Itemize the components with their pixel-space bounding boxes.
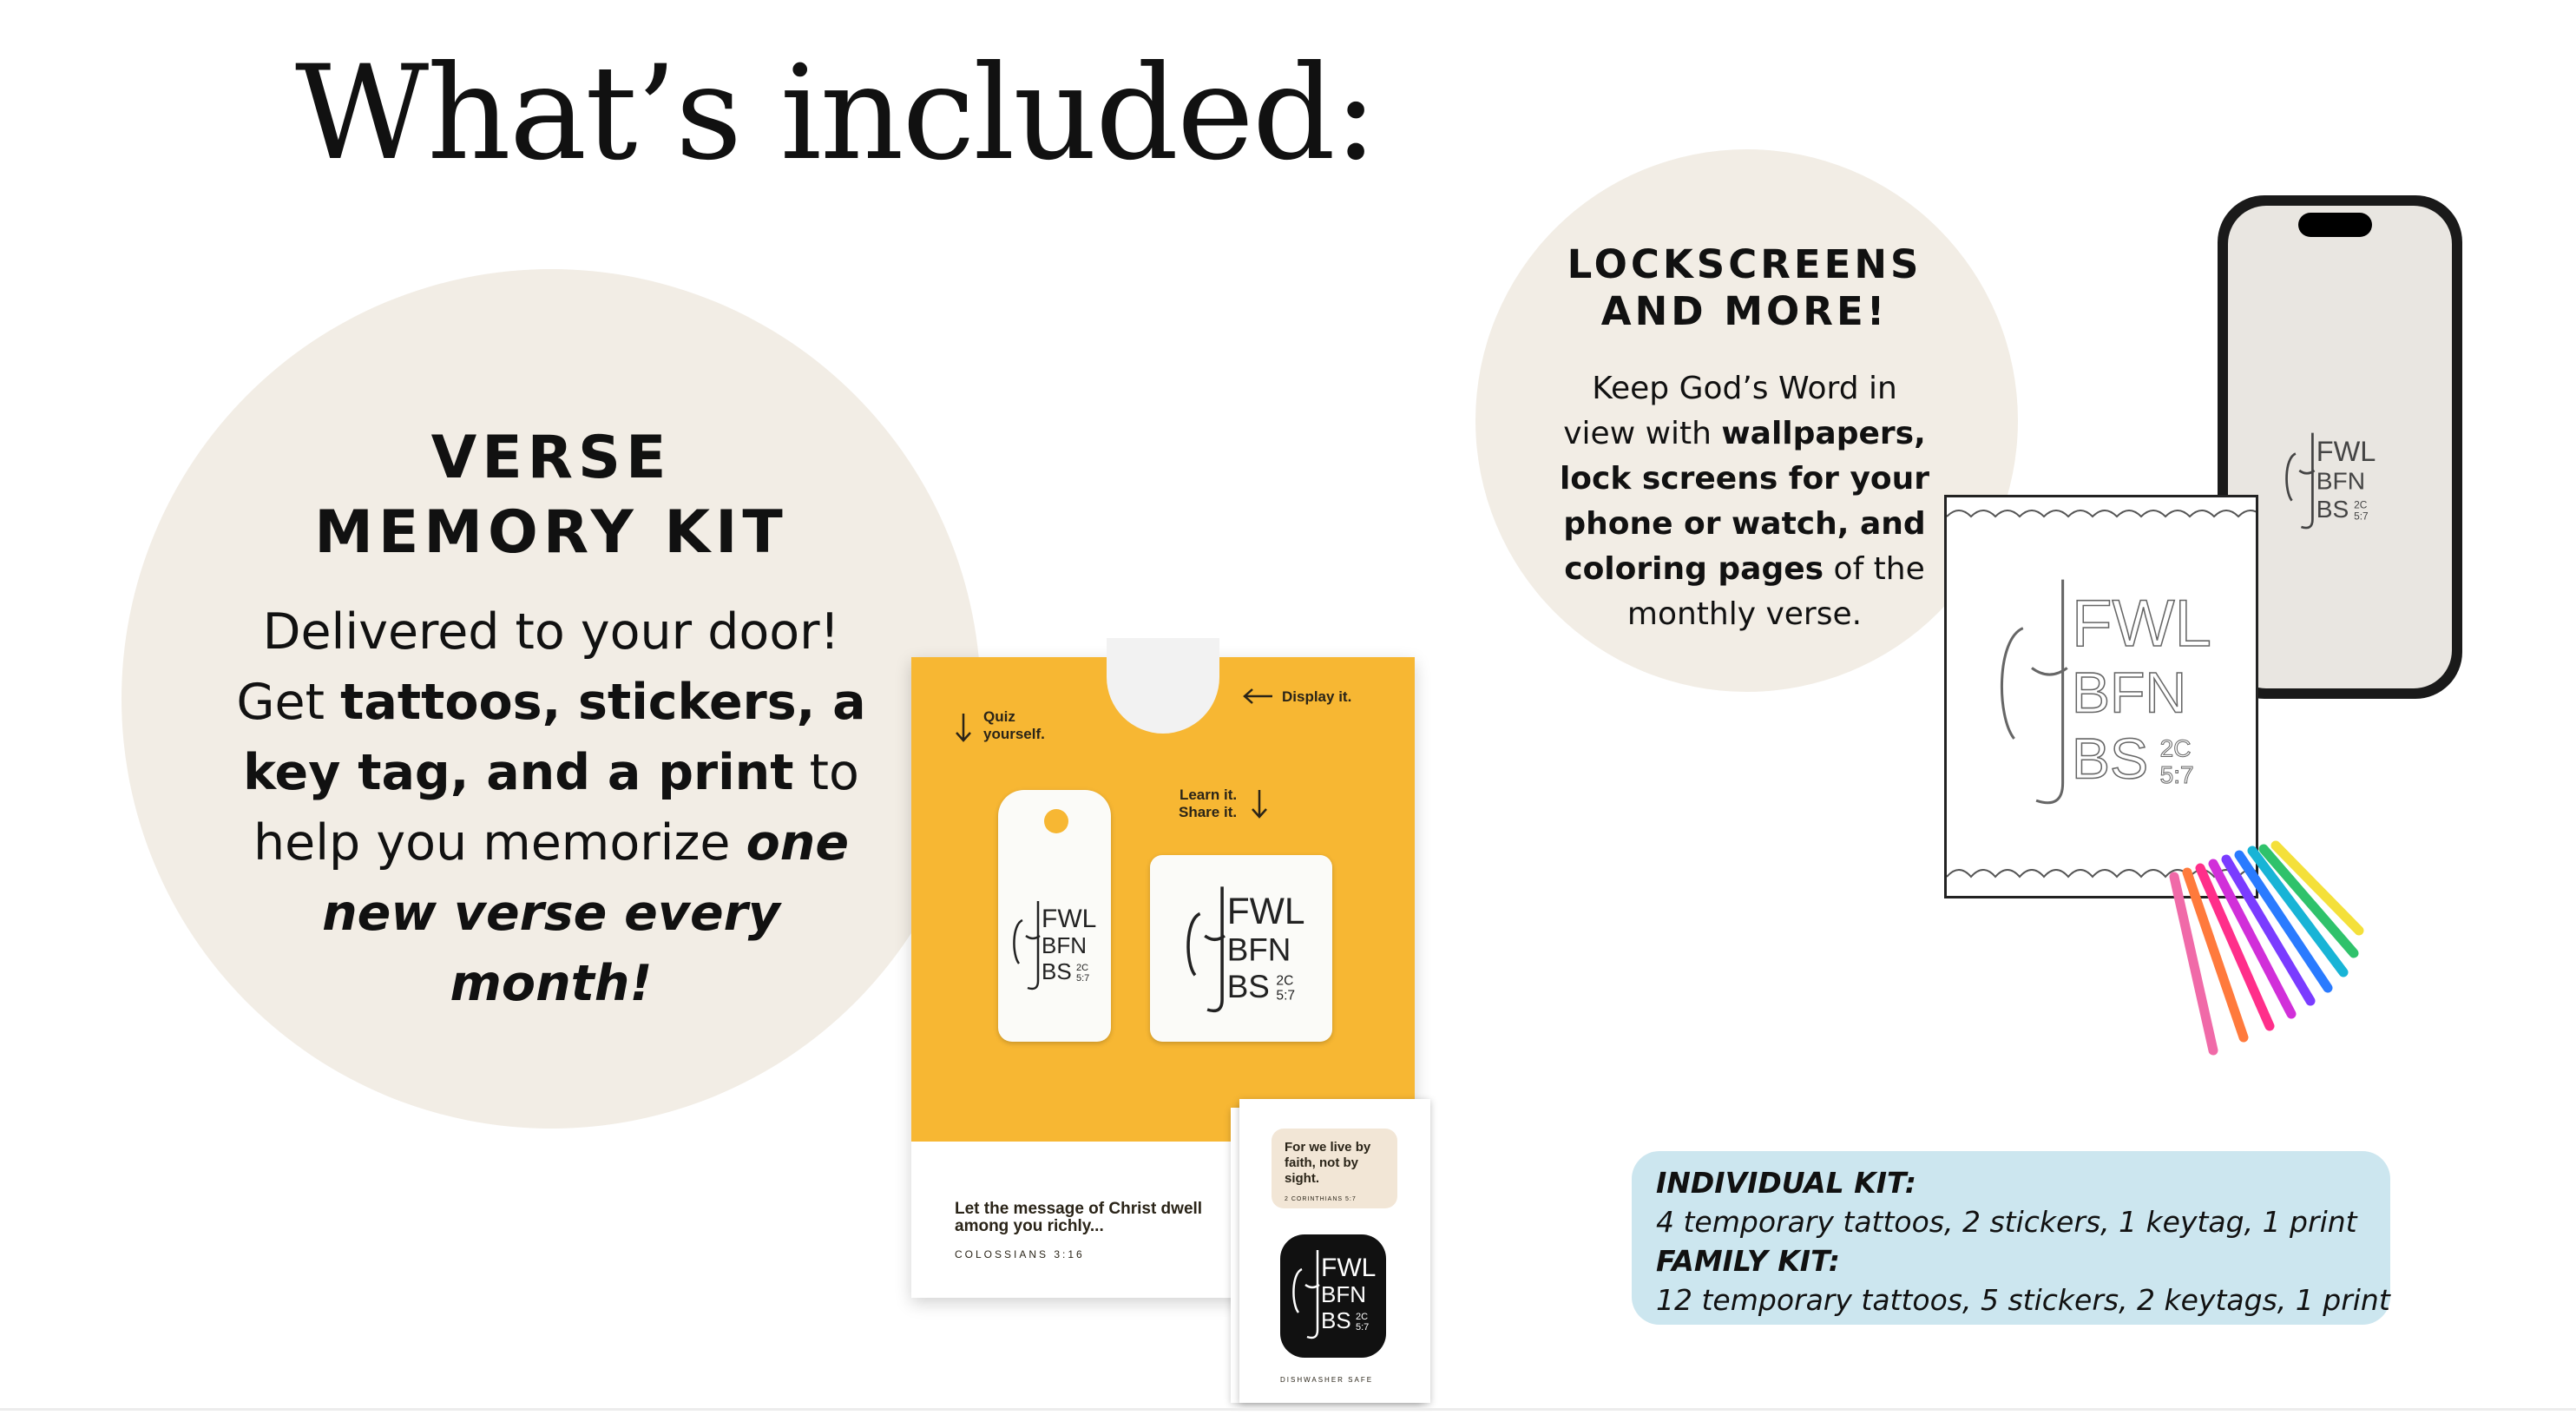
arrow-down-icon	[950, 710, 976, 745]
faith-sticker-text: For we live by faith, not by sight.	[1285, 1140, 1371, 1186]
lockscreens-bold: lock screens for your	[1559, 461, 1930, 497]
logo-ref: 2C	[1276, 973, 1294, 989]
sticker-footer: DISHWASHER SAFE	[1280, 1376, 1374, 1384]
verse-kit-description	[208, 597, 894, 1019]
logo-icon	[1286, 1243, 1382, 1347]
verse-kit-heading	[217, 421, 885, 570]
logo-row: FWL	[1226, 891, 1305, 932]
logo-ref: 2C	[1076, 963, 1089, 973]
markers	[2161, 833, 2378, 1068]
verse-kit-text: Delivered to your door!	[262, 603, 840, 661]
logo-icon	[1172, 877, 1319, 1024]
logo-row: BS	[1226, 968, 1270, 1004]
kit-quiz-line: yourself.	[983, 726, 1045, 742]
logo-row: FWL	[1042, 905, 1097, 933]
logo-ref: 5:7	[2354, 510, 2369, 523]
individual-kit-contents: 4 temporary tattoos, 2 stickers, 1 keytag, 1 print	[1656, 1205, 2357, 1239]
logo-row: BS	[1321, 1307, 1351, 1333]
individual-kit-label: INDIVIDUAL KIT:	[1656, 1166, 1916, 1200]
logo-ref: 2C	[2354, 498, 2368, 511]
logo-row: BS	[2316, 496, 2349, 523]
logo-ref: 5:7	[2159, 760, 2194, 788]
logo-outline-icon	[1983, 556, 2226, 833]
logo-ref: 2C	[2159, 734, 2192, 762]
logo-icon	[2278, 425, 2382, 538]
lockscreens-text: of the	[1824, 551, 1925, 587]
logo-row: BFN	[1226, 931, 1291, 968]
lockscreens-text: monthly verse.	[1626, 596, 1863, 632]
verse-kit-text: Get	[236, 674, 341, 731]
verse-kit-bold: key tag, and a print	[243, 744, 794, 801]
lockscreens-description	[1528, 366, 1962, 637]
logo-icon	[1007, 894, 1102, 998]
logo-row: BS	[2071, 727, 2149, 792]
logo-row: BFN	[1321, 1281, 1366, 1307]
verse-kit-heading-line: VERSE	[430, 424, 672, 492]
kit-verse-reference: COLOSSIANS 3:16	[955, 1248, 1085, 1260]
lockscreens-bold: wallpapers,	[1721, 416, 1926, 451]
kit-verse: Let the message of Christ dwell among you richly...	[955, 1200, 1203, 1235]
arrow-left-icon	[1241, 686, 1276, 707]
kit-learn-label	[1179, 786, 1237, 821]
verse-kit-bold: tattoos, stickers, a	[340, 674, 866, 731]
keytag-hole	[1044, 809, 1068, 833]
lockscreens-heading-line: LOCKSCREENS	[1567, 241, 1922, 287]
arrow-down-icon	[1246, 786, 1272, 821]
lockscreens-heading	[1528, 241, 1962, 335]
logo-row: FWL	[1321, 1254, 1377, 1282]
logo-ref: 5:7	[1356, 1322, 1370, 1333]
lockscreens-text: Keep God’s Word in	[1592, 371, 1897, 406]
kit-learn-line: Learn it.	[1179, 786, 1238, 803]
lockscreens-bold: coloring pages	[1564, 551, 1824, 587]
verse-kit-text: to	[793, 744, 859, 801]
verse-kit-emphasis: month!	[450, 955, 653, 1012]
family-kit-label: FAMILY KIT:	[1656, 1244, 1840, 1278]
logo-ref: 5:7	[1276, 988, 1296, 1004]
logo-row: BS	[1042, 958, 1072, 984]
logo-row: BFN	[2071, 661, 2187, 726]
phone-dynamic-island	[2298, 213, 2372, 237]
kit-quiz-line: Quiz	[983, 708, 1015, 725]
divider	[0, 1408, 2576, 1411]
kit-options-text	[1656, 1163, 2390, 1320]
kit-quiz-label	[983, 708, 1045, 743]
logo-row: FWL	[2071, 587, 2212, 661]
lockscreens-bold: phone or watch, and	[1563, 506, 1926, 542]
logo-row: BFN	[1042, 932, 1087, 958]
logo-ref: 2C	[1356, 1312, 1369, 1322]
faith-sticker-reference: 2 CORINTHIANS 5:7	[1285, 1196, 1357, 1202]
logo-row: FWL	[2316, 436, 2376, 468]
logo-ref: 5:7	[1076, 973, 1090, 984]
verse-kit-emphasis: new verse every	[322, 885, 780, 942]
page-title: What’s included:	[295, 38, 1377, 189]
family-kit-contents: 12 temporary tattoos, 5 stickers, 2 keytags, 1 print	[1656, 1283, 2390, 1317]
logo-row: BFN	[2316, 467, 2366, 495]
kit-learn-line: Share it.	[1179, 804, 1238, 820]
lockscreens-text: view with	[1563, 416, 1722, 451]
verse-kit-heading-line: MEMORY KIT	[314, 498, 788, 567]
kit-display-label: Display it.	[1282, 688, 1352, 705]
verse-kit-emphasis: one	[746, 814, 849, 872]
verse-kit-text: help you memorize	[253, 814, 746, 872]
lockscreens-heading-line: AND MORE!	[1600, 288, 1889, 334]
